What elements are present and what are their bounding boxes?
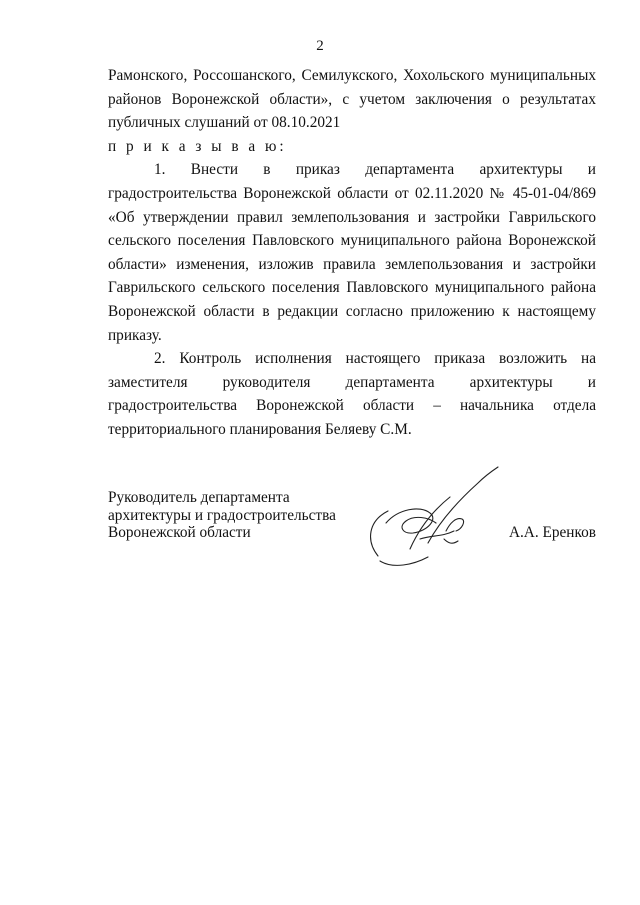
signatory-title-line-2: архитектуры и градостроительства (108, 506, 336, 524)
signatory-name: А.А. Еренков (508, 524, 596, 541)
signatory-title-line-1: Руководитель департамента (108, 489, 290, 506)
intro-paragraph: Рамонского, Россошанского, Семилукского, Хохольского муниципальных районов Воронежской области», с учетом заключения о результатах публичных слушаний от 08.10.2021 (108, 67, 596, 132)
order-word: п р и к а з ы в а ю: (108, 137, 287, 155)
signatory-title (108, 489, 368, 542)
document-body (108, 64, 596, 442)
item-1-paragraph: 1. Внести в приказ департамента архитектуры и градостроительства Воронежской области от 02.11.2020 № 45-01-04/869 «Об утверждении правил землепользования и застройки Гаврильского сельского поселения Павловского муниципального района Воронежской области» изменения, изложив правила землепользования и застройки Гаврильского сельского поселения Павловского муниципального района Воронежской области в редакции согласно приложению к настоящему приказу. (108, 161, 596, 344)
item-2-paragraph: 2. Контроль исполнения настоящего приказа возложить на заместителя руководителя департамента архитектуры и градостроительства Воронежской области – начальника отдела территориального планирования Беляеву С.М. (108, 350, 596, 438)
signature-block (108, 489, 596, 579)
handwritten-signature (358, 461, 518, 581)
page-number: 2 (316, 38, 324, 54)
signatory-title-line-3: Воронежской области (108, 524, 251, 541)
